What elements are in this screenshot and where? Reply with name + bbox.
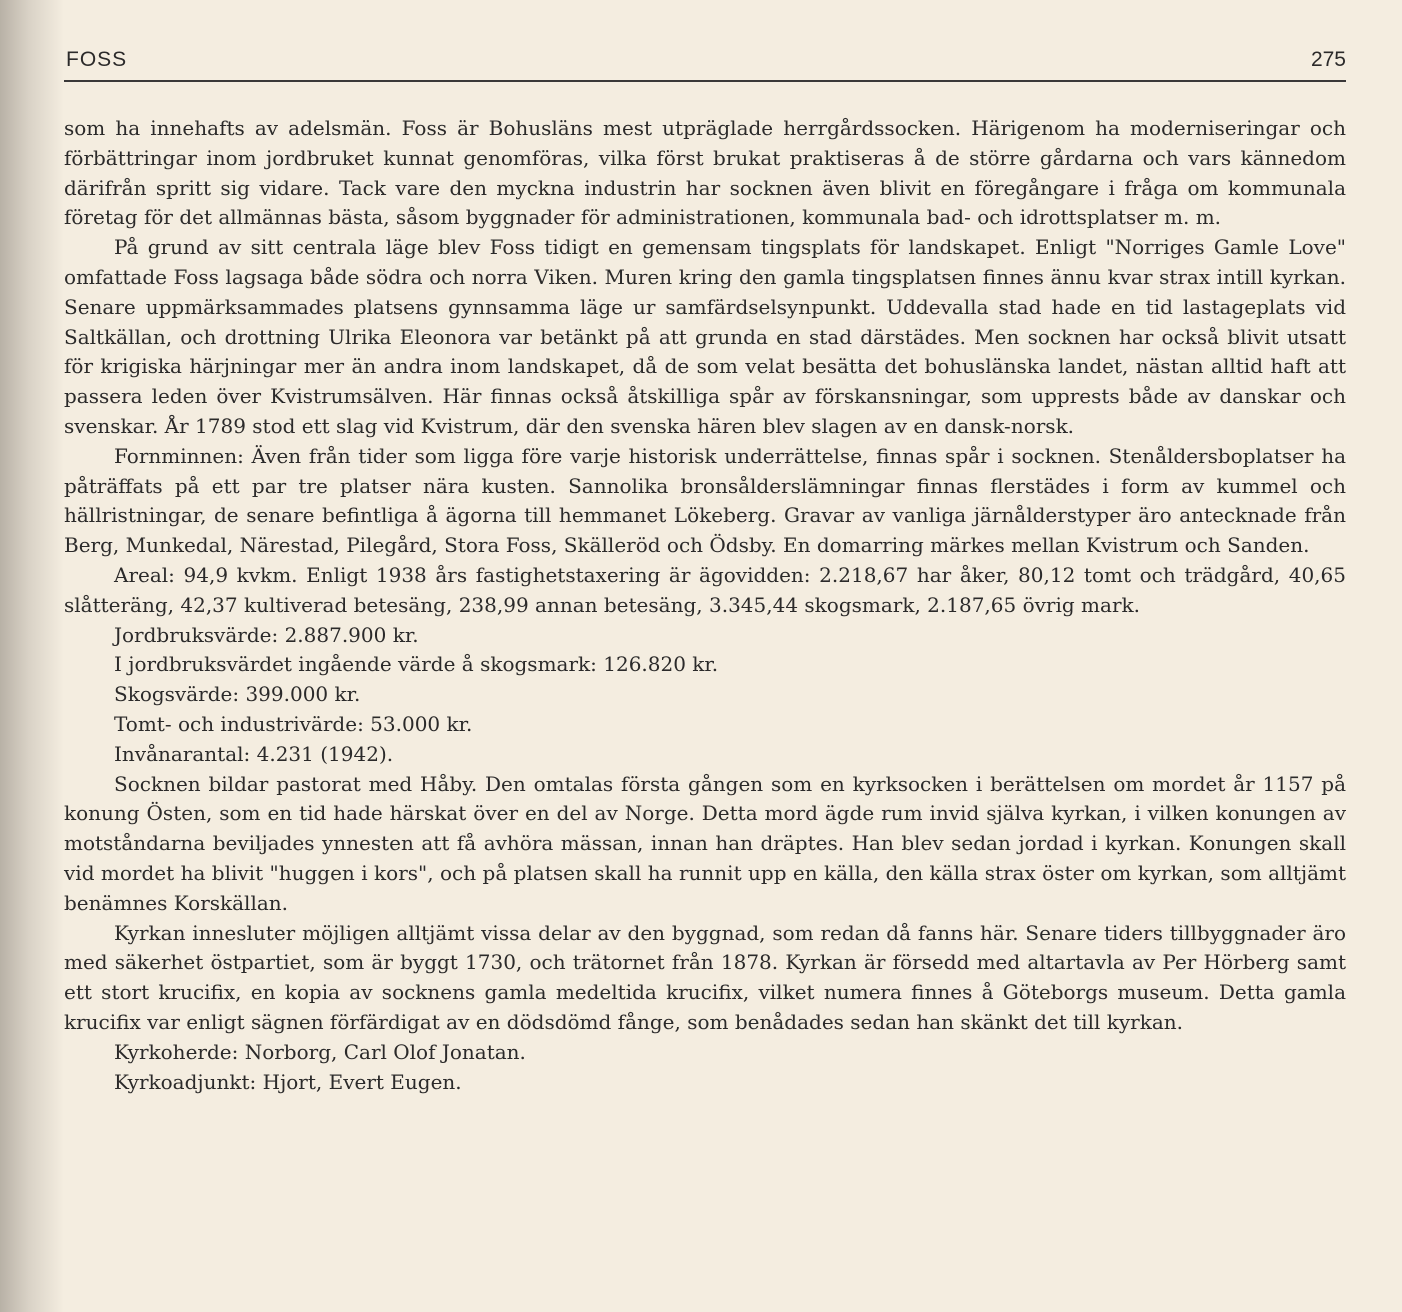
paragraph-areal: Areal: 94,9 kvkm. Enligt 1938 års fastighetstaxering är ägovidden: 2.218,67 har åker, 80,12 tomt och trädgård, 40,65 slåtteräng, 42,37 kultiverad betesäng, 238,99 annan betesäng, 3.345,44 skogsmark, 2.187,65 övrig mark. [64, 562, 1346, 617]
stat-invanarantal: Invånarantal: 4.231 (1942). [114, 741, 394, 766]
paragraph-kyrkan: Kyrkan innesluter möjligen alltjämt vissa delar av den byggnad, som redan då fanns här. Senare tiders tillbyggnader äro med säkerhet östpartiet, som är byggt 1730, och trätornet från 1878. Kyrkan är försedd med altartavla av Per Hörberg samt ett stort krucifix, en kopia av socknens gamla medeltida krucifix, vilket numera finnes å Göteborgs museum. Detta gamla krucifix var enligt sägnen förfärdigat av en dödsdömd fånge, som benådades sedan han skänkt det till kyrkan. [64, 920, 1346, 1034]
page-number: 275 [1310, 48, 1346, 71]
kyrkoadjunkt-line: Kyrkoadjunkt: Hjort, Evert Eugen. [114, 1069, 462, 1094]
book-spine-shadow [0, 0, 64, 1312]
paragraph-intro: som ha innehafts av adelsmän. Foss är Bohusläns mest utpräglade herrgårdssocken. Härigenom ha moderniseringar och förbättringar inom jordbruket kunnat genomföras, vilka först brukat praktiseras å de större gårdarna och vars kännedom därifrån spritt sig vidare. Tack vare den myckna industrin har socknen även blivit en föregångare i fråga om kommunala företag för det allmännas bästa, såsom byggnader för administrationen, kommunala bad- och idrottsplatser m. m. [64, 116, 1346, 230]
book-page [64, 44, 1346, 1097]
running-header [64, 44, 1346, 82]
paragraph-history: På grund av sitt centrala läge blev Foss tidigt en gemensam tingsplats för landskapet. Enligt "Norriges Gamle Love" omfattade Foss lagsaga både södra och norra Viken. Muren kring den gamla tingsplatsen finnes ännu kvar strax intill kyrkan. Senare uppmärksammades platsens gynnsamma läge ur samfärdselsynpunkt. Uddevalla stad hade en tid lastageplats vid Saltkällan, och drottning Ulrika Eleonora var betänkt på att grunda en stad därstädes. Men socknen har också blivit utsatt för krigiska härjningar mer än andra inom landskapet, då de som velat besätta det bohuslänska landet, nästan alltid haft att passera leden över Kvistrumsälven. Här finnas också åtskilliga spår av förskansningar, som upprests både av danskar och svenskar. År 1789 stod ett slag vid Kvistrum, där den svenska hären blev slagen av en dansk-norsk. [64, 235, 1346, 438]
paragraph-pastorat: Socknen bildar pastorat med Håby. Den omtalas första gången som en kyrksocken i berättelsen om mordet år 1157 på konung Östen, som en tid hade härskat över en del av Norge. Detta mord ägde rum invid själva kyrkan, i vilken konungen av motståndarna beviljades ynnesten att få avhöra mässan, innan han dräptes. Han blev sedan jordad i kyrkan. Konungen skall vid mordet ha blivit "huggen i kors", och på platsen skall ha runnit upp en källa, den källa strax öster om kyrkan, som alltjämt benämnes Korskällan. [64, 771, 1346, 915]
stat-skogsmark-varde: I jordbruksvärdet ingående värde å skogsmark: 126.820 kr. [114, 652, 719, 677]
stat-skogsvarde: Skogsvärde: 399.000 kr. [114, 682, 361, 707]
stat-tomt-industrivarde: Tomt- och industrivärde: 53.000 kr. [114, 711, 473, 736]
kyrkoherde-line: Kyrkoherde: Norborg, Carl Olof Jonatan. [114, 1039, 526, 1064]
header-title: FOSS [66, 48, 128, 71]
page-body [64, 114, 1346, 1097]
stat-jordbruksvarde: Jordbruksvärde: 2.887.900 kr. [114, 622, 419, 647]
paragraph-fornminnen: Fornminnen: Även från tider som ligga före varje historisk underrättelse, finnas spår i socknen. Stenåldersboplatser ha påträffats på ett par tre platser nära kusten. Sannolika bronsålderslämningar finnas flerstädes i form av kummel och hällristningar, de senare befintliga å ägorna till hemmanet Lökeberg. Gravar av vanliga järnålderstyper äro antecknade från Berg, Munkedal, Närestad, Pilegård, Stora Foss, Skälleröd och Ödsby. En domarring märkes mellan Kvistrum och Sanden. [64, 443, 1346, 558]
